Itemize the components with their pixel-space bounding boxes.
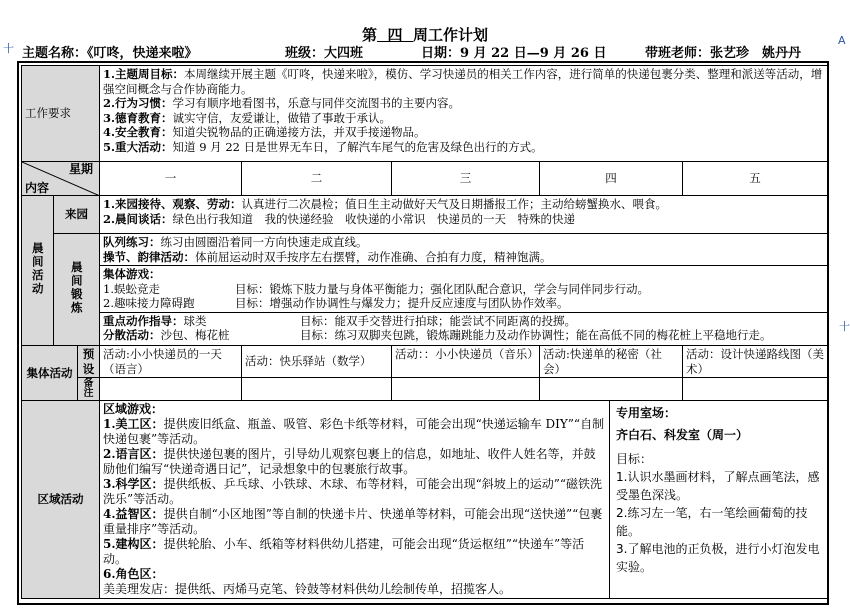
note-row xyxy=(22,378,828,401)
group-activity-label: 集体活动 xyxy=(22,346,78,401)
zone-item: 美美理发店：提供纸、丙烯马克笔、铃鼓等材料供幼儿绘制传单，招揽客人。 xyxy=(103,582,512,596)
title-week: 四 xyxy=(387,26,403,44)
requirement-item: 3.德育教育：诚实守信，友爱谦让，做错了事敢于承认。 xyxy=(103,110,392,125)
morning-activity-label: 晨间活动 xyxy=(22,196,54,346)
arrival-label: 来园 xyxy=(54,196,100,234)
exercise-key-actions: 重点动作指导：球类 目标：能双手交替进行拍球；能尝试不同距离的投掷。 分散活动：沙包、梅花桩 目标：练习双脚夹包跳，锻炼蹦跳能力及动作协调性；能在高低不同的梅花桩上平稳地行走。 xyxy=(103,313,772,342)
class-value: 大四班 xyxy=(324,46,364,61)
exercise-content xyxy=(100,234,828,346)
theme-label: 主题名称： xyxy=(22,46,88,61)
preset-label: 预设 xyxy=(78,346,100,378)
zone-item: 2.语言区：提供快递包裹的图片，引导幼儿观察包裹上的信息，如地址、收件人姓名等，并鼓励他们编写“快递奇遇日记”，记录想象中的包裹旅行故事。 xyxy=(103,447,596,476)
zone-row xyxy=(22,401,828,599)
exercise-basic: 队列练习：练习由圆圈沿着同一方向快速走成直线。 操节、韵律活动：体前屈运动时双手按序左右摆臂，动作准确、合拍有力度，精神饱满。 xyxy=(100,234,827,266)
requirements-row xyxy=(22,66,828,162)
weekly-plan-table xyxy=(21,65,828,599)
note-label: 备注 xyxy=(78,378,100,401)
theme-value: 《叮咚，快递来啦》 xyxy=(87,46,198,61)
day-tue: 二 xyxy=(242,162,392,196)
exercise-row xyxy=(22,234,828,346)
title-prefix: 第 xyxy=(362,26,378,44)
activity-mon: 活动:小小快递员的一天（语言） xyxy=(100,346,242,378)
activity-wed: 活动：：小小快递员（音乐） xyxy=(392,346,540,378)
day-wed: 三 xyxy=(392,162,540,196)
class-line xyxy=(285,42,363,61)
special-room xyxy=(610,401,828,599)
day-thu: 四 xyxy=(540,162,683,196)
activity-fri: 活动：设计快递路线图（美术） xyxy=(683,346,828,378)
teacher-label: 带班老师： xyxy=(645,46,711,61)
special-room-goal: 3.了解电池的正负极，进行小灯泡发电实验。 xyxy=(616,542,820,574)
note-tue xyxy=(242,378,392,401)
zone-content xyxy=(100,401,610,599)
special-room-goal: 1.认识水墨画材料，了解点画笔法，感受墨色深浅。 xyxy=(616,470,820,502)
zone-label: 区域活动 xyxy=(22,401,100,599)
weekday-corner xyxy=(22,162,100,196)
zone-item: 4.益智区：提供自制“小区地图”等自制的快递卡片、快递单等材料，可能会出现“送快递”“包裹重量排序”等活动。 xyxy=(103,507,603,536)
special-room-title: 专用室场： xyxy=(616,406,677,420)
day-mon: 一 xyxy=(100,162,242,196)
requirement-item: 2.行为习惯：学习有顺序地看图书，乐意与同伴交流图书的主要内容。 xyxy=(103,96,461,110)
teacher-line xyxy=(645,42,801,61)
zone-item: 1.美工区：提供废旧纸盒、瓶盖、吸管、彩色卡纸等材料，可能会出现“快递运输车 DIY”“自制快递包裹”等活动。 xyxy=(103,417,605,446)
group-activity-row xyxy=(22,346,828,378)
activity-tue: 活动：快乐驿站（数学） xyxy=(242,346,392,378)
date-line xyxy=(421,42,606,61)
zone-item: 3.科学区：提供纸板、乒乓球、小铁球、木球、布等材料，可能会出现“斜坡上的运动”“磁铁洗洗乐”等活动。 xyxy=(103,477,602,506)
date-label: 日期： xyxy=(421,46,461,61)
arrival-content: 1.来园接待、观察、劳动：认真进行二次晨检；值日生主动做好天气及日期播报工作；主动给螃蟹换水、喂食。 2.晨间谈话：绿色出行我知道 我的快递经验 收快递的小常识 快递员的一天 特殊的快递 xyxy=(100,196,828,234)
teacher-value: 张艺珍 姚丹丹 xyxy=(710,46,802,61)
requirement-item: 1.主题周目标：本周继续开展主题《叮咚，快递来啦》，模仿、学习快递员的相关工作内容，进行简单的快递包裹分类、整理和派送等活动，增强空间概念与合作协商能力。 xyxy=(103,67,823,96)
requirement-item: 5.重大活动：知道 9 月 22 日是世界无车日，了解汽车尾气的危害及绿色出行的方式。 xyxy=(103,139,543,154)
note-mon xyxy=(100,378,242,401)
exercise-label: 晨间锻炼 xyxy=(54,234,100,346)
right-edge-font-icon[interactable]: A xyxy=(838,34,846,47)
special-room-subtitle: 齐白石、科发室（周一） xyxy=(616,428,749,442)
right-edge-mark: 十 xyxy=(839,320,850,333)
date-value: 9 月 22 日—9 月 26 日 xyxy=(460,46,607,61)
left-edge-mark: 十 xyxy=(3,42,14,55)
special-room-goal: 2.练习左一笔，右一笔绘画葡萄的技能。 xyxy=(616,506,808,538)
class-label: 班级： xyxy=(285,46,325,61)
exercise-group-games: 集体游戏： 1.蜈蚣竞走 目标：锻炼下肢力量与身体平衡能力；强化团队配合意识，学会与同伴同步行动。 2.趣味接力障碍跑 目标：增强动作协调性与爆发力；提升反应速度与团队协作效率。 xyxy=(100,266,827,313)
corner-weekday-label: 星期 xyxy=(69,162,94,176)
zone-item: 5.建构区：提供轮胎、小车、纸箱等材料供幼儿搭建，可能会出现“货运枢纽”“快递车”等活动。 xyxy=(103,537,585,566)
zone-item: 6.角色区： xyxy=(103,567,164,581)
requirements-label: 工作要求 xyxy=(22,66,100,162)
theme-line xyxy=(22,42,198,61)
activity-thu: 活动:快递单的秘密（社会） xyxy=(540,346,683,378)
arrival-row xyxy=(22,196,828,234)
note-thu xyxy=(540,378,683,401)
corner-content-label: 内容 xyxy=(25,180,50,195)
note-fri xyxy=(683,378,828,401)
special-room-goal-label: 目标： xyxy=(616,452,653,466)
weekday-row xyxy=(22,162,828,196)
requirement-item: 4.安全教育：知道尖锐物品的正确递接方法，并双手接递物品。 xyxy=(103,125,426,139)
note-wed xyxy=(392,378,540,401)
title-suffix: 周工作计划 xyxy=(412,26,488,44)
zone-title: 区域游戏： xyxy=(103,402,164,416)
requirements-content xyxy=(100,66,828,162)
day-fri: 五 xyxy=(683,162,828,196)
